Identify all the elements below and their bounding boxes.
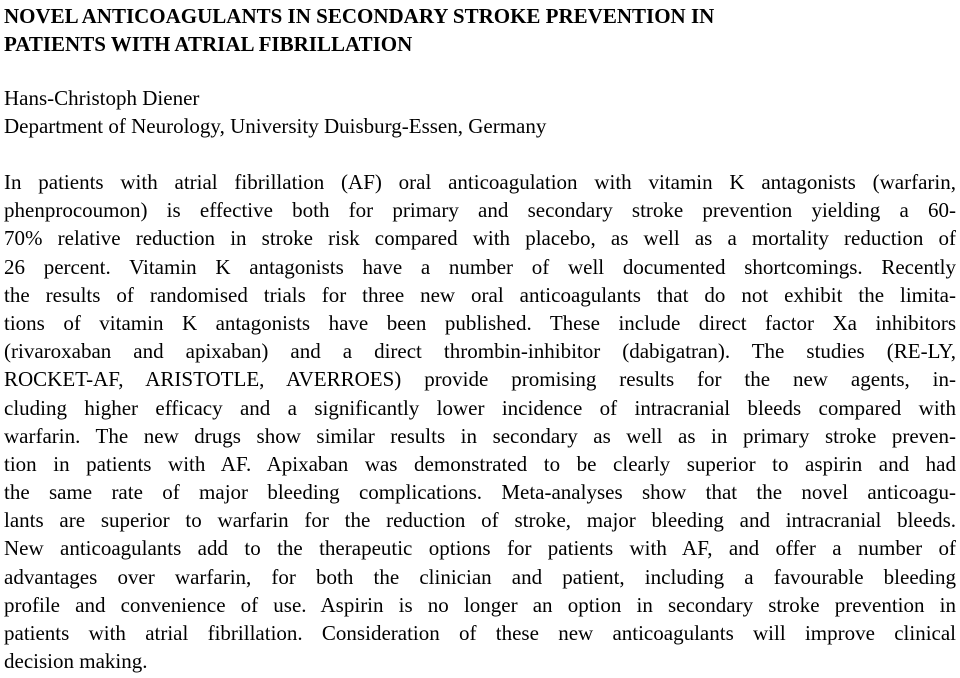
title-line-1: NOVEL ANTICOAGULANTS IN SECONDARY STROKE PREVENTION IN [4,4,715,28]
abstract-line: the same rate of major bleeding complications. Meta-analyses show that the novel anticoagu- [4,480,956,505]
author-affiliation: Department of Neurology, University Duisburg-Essen, Germany [4,114,547,139]
abstract-line: profile and convenience of use. Aspirin is no longer an option in secondary stroke prevention in [4,592,956,617]
abstract-line: the results of randomised trials for three new oral anticoagulants that do not exhibit the limita- [4,282,956,307]
abstract-line: 70% relative reduction in stroke risk compared with placebo, as well as a mortality reduction of [4,226,956,251]
author-name: Hans-Christoph Diener [4,86,200,110]
title-line-2: PATIENTS WITH ATRIAL FIBRILLATION [4,32,413,57]
abstract-line: tion in patients with AF. Apixaban was demonstrated to be clearly superior to aspirin and had [4,451,956,476]
abstract-line: warfarin. The new drugs show similar results in secondary as well as in primary stroke preven- [4,423,956,448]
abstract-line: phenprocoumon) is effective both for primary and secondary stroke prevention yielding a 60- [4,198,956,223]
abstract-line: New anticoagulants add to the therapeutic options for patients with AF, and offer a number of [4,536,956,561]
abstract-line: decision making. [4,649,148,674]
document-title [4,2,714,58]
abstract-line: patients with atrial fibrillation. Consideration of these new anticoagulants will improve clinical [4,621,956,645]
abstract-body [4,168,956,675]
abstract-line: tions of vitamin K antagonists have been published. These include direct factor Xa inhibitors [4,310,956,335]
author-block [4,84,546,140]
abstract-line: 26 percent. Vitamin K antagonists have a number of well documented shortcomings. Recently [4,254,956,279]
abstract-line: advantages over warfarin, for both the clinician and patient, including a favourable bleeding [4,564,956,589]
abstract-line: (rivaroxaban and apixaban) and a direct thrombin-inhibitor (dabigatran). The studies (RE-LY, [4,339,956,364]
abstract-line: In patients with atrial fibrillation (AF) oral anticoagulation with vitamin K antagonists (warfarin, [4,170,956,194]
abstract-line: ROCKET-AF, ARISTOTLE, AVERROES) provide promising results for the new agents, in- [4,367,956,392]
abstract-line: cluding higher efficacy and a significantly lower incidence of intracranial bleeds compared with [4,395,956,420]
abstract-line: lants are superior to warfarin for the reduction of stroke, major bleeding and intracranial bleeds. [4,508,956,533]
